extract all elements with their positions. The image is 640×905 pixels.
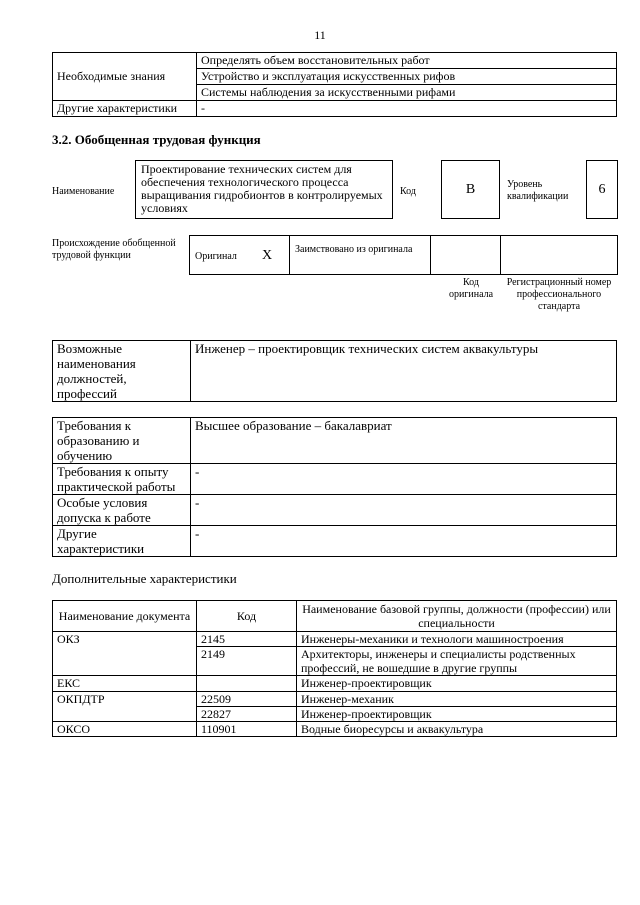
row-value: Определять объем восстановительных работ bbox=[197, 53, 617, 69]
row-value: Устройство и эксплуатация искусственных рифов bbox=[197, 69, 617, 85]
name-label: Наименование bbox=[52, 186, 115, 197]
original-mark: X bbox=[262, 248, 273, 263]
positions-table bbox=[52, 340, 617, 402]
positions-value: Инженер – проектировщик технических систем аквакультуры bbox=[191, 341, 617, 402]
origin-divider-1 bbox=[289, 236, 290, 274]
req-value: - bbox=[191, 526, 617, 557]
req-label: Другие характеристики bbox=[53, 526, 191, 557]
row-label bbox=[53, 53, 197, 69]
origin-box bbox=[189, 235, 618, 275]
cell-name: Водные биоресурсы и аквакультура bbox=[297, 722, 617, 737]
cell-code: 2149 bbox=[197, 647, 297, 676]
table-row bbox=[53, 53, 617, 69]
table-row bbox=[53, 647, 617, 676]
table-row bbox=[53, 632, 617, 647]
function-name-box bbox=[135, 160, 393, 219]
cell-doc: ОКСО bbox=[53, 722, 197, 737]
table-row bbox=[53, 85, 617, 101]
cell-doc: ОКЗ bbox=[53, 632, 197, 647]
cell-name: Инженер-механик bbox=[297, 692, 617, 707]
header-doc: Наименование документа bbox=[53, 601, 197, 632]
table-row bbox=[53, 676, 617, 692]
function-name: Проектирование технических систем для обеспечения технологического процесса выращивания гидробионтов в контролируемых условиях bbox=[141, 162, 383, 215]
additional-title: Дополнительные характеристики bbox=[52, 571, 237, 586]
table-row bbox=[53, 101, 617, 117]
cell-name: Инженер-проектировщик bbox=[297, 676, 617, 692]
table-row bbox=[53, 495, 617, 526]
row-label: Необходимые знания bbox=[53, 69, 197, 85]
cell-code bbox=[197, 676, 297, 692]
cell-code: 22509 bbox=[197, 692, 297, 707]
header-code: Код bbox=[197, 601, 297, 632]
cell-doc bbox=[53, 647, 197, 676]
req-value: Высшее образование – бакалавриат bbox=[191, 418, 617, 464]
table-row bbox=[53, 418, 617, 464]
knowledge-table bbox=[52, 52, 617, 117]
row-label: Другие характеристики bbox=[53, 101, 197, 117]
row-value: - bbox=[197, 101, 617, 117]
section-title: 3.2. Обобщенная трудовая функция bbox=[52, 132, 261, 147]
reg-number-caption: Регистрационный номер профессионального стандарта bbox=[506, 277, 612, 312]
cell-name: Инженер-проектировщик bbox=[297, 707, 617, 722]
origin-divider-3 bbox=[500, 236, 501, 274]
row-value: Системы наблюдения за искусственными рифами bbox=[197, 85, 617, 101]
cell-name: Архитекторы, инженеры и специалисты родственных профессий, не вошедшие в другие группы bbox=[297, 647, 617, 676]
req-value: - bbox=[191, 495, 617, 526]
cell-doc: ЕКС bbox=[53, 676, 197, 692]
req-label: Требования к опыту практической работы bbox=[53, 464, 191, 495]
table-row bbox=[53, 69, 617, 85]
table-row bbox=[53, 526, 617, 557]
original-label: Оригинал bbox=[195, 251, 237, 262]
cell-code: 22827 bbox=[197, 707, 297, 722]
req-label: Особые условия допуска к работе bbox=[53, 495, 191, 526]
table-row bbox=[53, 464, 617, 495]
origin-label: Происхождение обобщенной трудовой функции bbox=[52, 238, 176, 261]
table-row bbox=[53, 707, 617, 722]
table-row bbox=[53, 341, 617, 402]
code-value: B bbox=[465, 182, 476, 197]
origin-divider-2 bbox=[430, 236, 431, 274]
cell-code: 110901 bbox=[197, 722, 297, 737]
page-number: 11 bbox=[314, 28, 326, 42]
level-box bbox=[586, 160, 618, 219]
table-row bbox=[53, 692, 617, 707]
cell-code: 2145 bbox=[197, 632, 297, 647]
level-label: Уровень квалификации bbox=[507, 179, 569, 202]
header-name: Наименование базовой группы, должности (профессии) или специальности bbox=[297, 601, 617, 632]
cell-doc: ОКПДТР bbox=[53, 692, 197, 707]
additional-table bbox=[52, 600, 617, 737]
code-label: Код bbox=[400, 186, 416, 197]
level-value: 6 bbox=[598, 182, 606, 197]
code-box bbox=[441, 160, 500, 219]
positions-label: Возможные наименования должностей, профессий bbox=[53, 341, 191, 402]
code-original-caption: Код оригинала bbox=[448, 277, 494, 300]
req-label: Требования к образованию и обучению bbox=[53, 418, 191, 464]
cell-name: Инженеры-механики и технологи машиностроения bbox=[297, 632, 617, 647]
table-header-row bbox=[53, 601, 617, 632]
cell-doc bbox=[53, 707, 197, 722]
table-row bbox=[53, 722, 617, 737]
row-label bbox=[53, 85, 197, 101]
requirements-table bbox=[52, 417, 617, 557]
req-value: - bbox=[191, 464, 617, 495]
borrowed-label: Заимствовано из оригинала bbox=[295, 244, 413, 255]
